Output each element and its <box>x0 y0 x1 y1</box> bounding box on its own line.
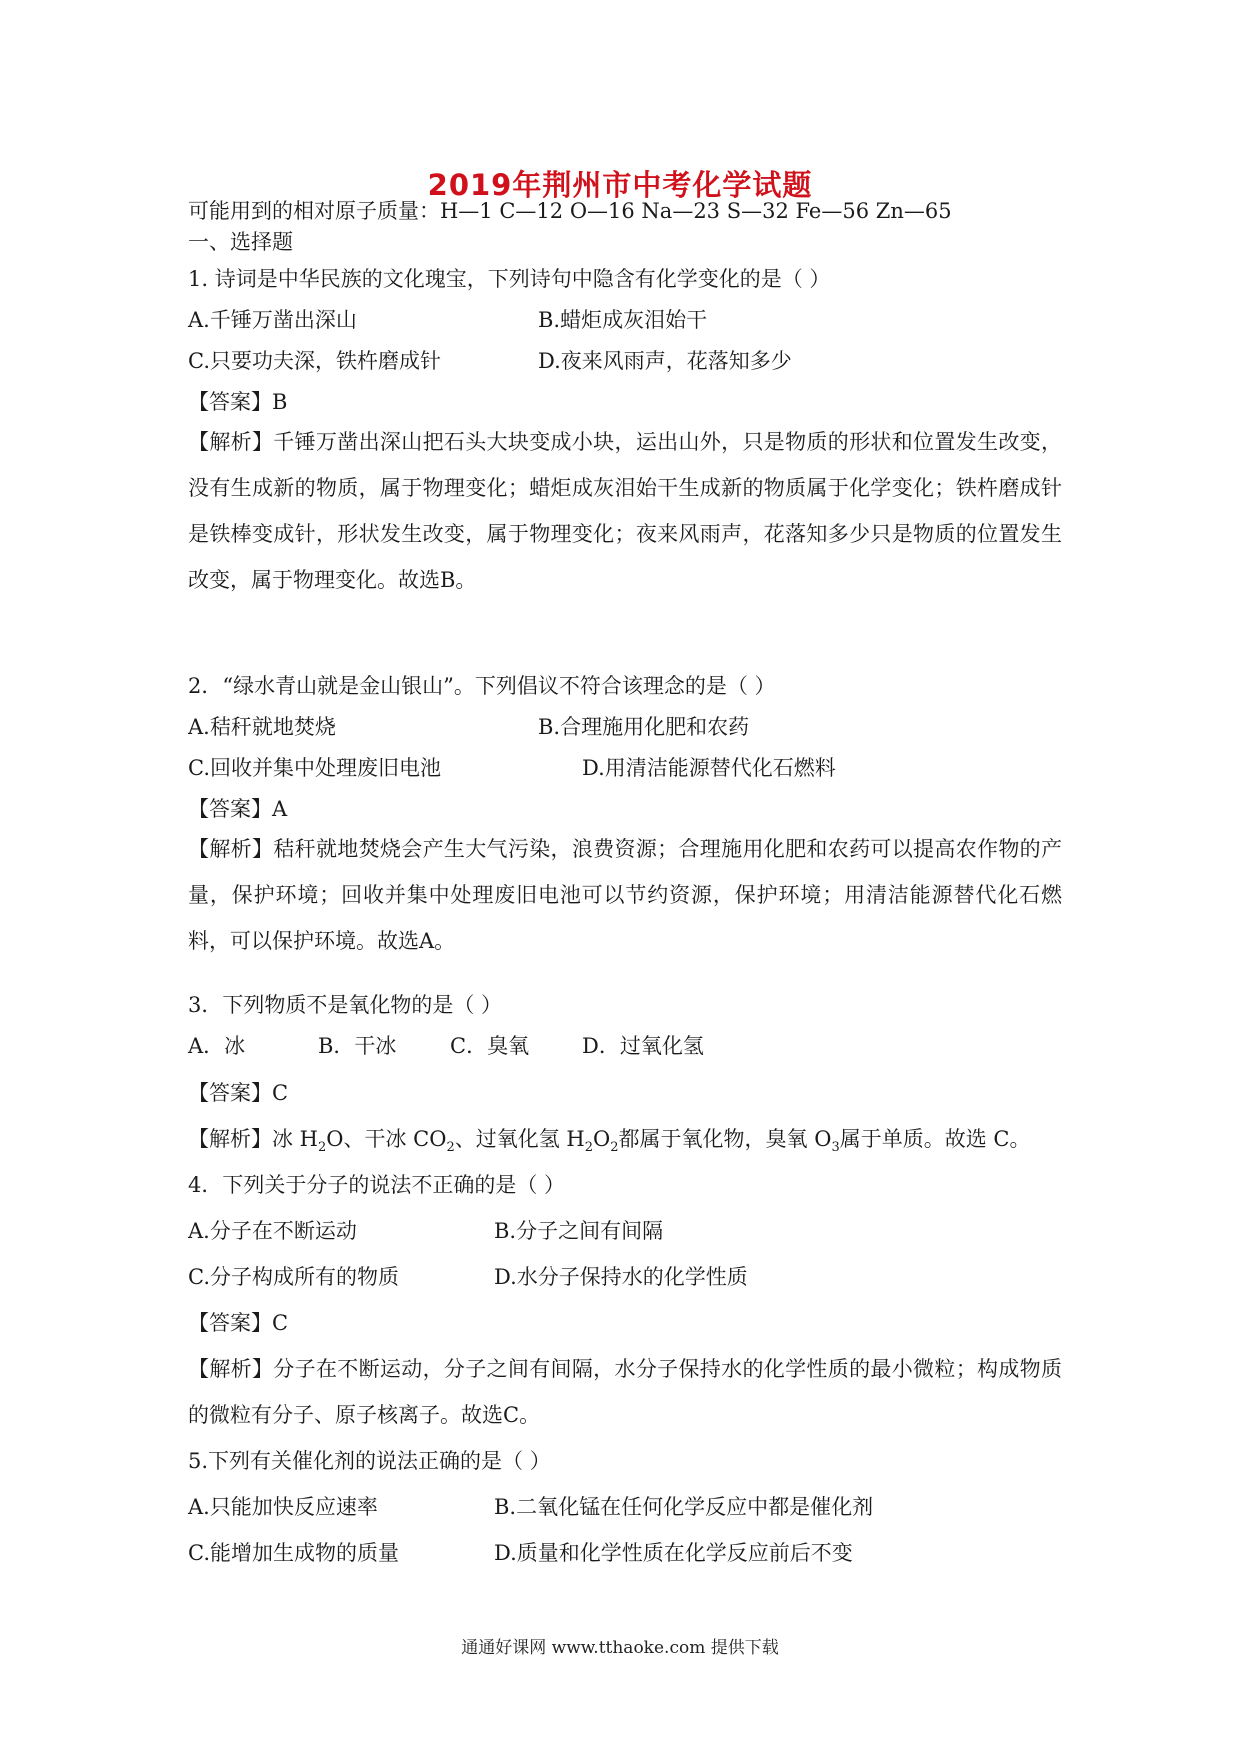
question-5-option-d: D.质量和化学性质在化学反应前后不变 <box>494 1541 853 1565</box>
document-title: 2019年荆州市中考化学试题 <box>427 168 813 202</box>
question-4-option-a: A.分子在不断运动 <box>188 1219 357 1243</box>
question-1-option-a: A.千锤万凿出深山 <box>188 308 357 332</box>
question-3-answer: 【答案】C <box>188 1081 289 1105</box>
question-4-option-b: B.分子之间有间隔 <box>494 1219 664 1243</box>
question-2-analysis: 【解析】秸秆就地焚烧会产生大气污染，浪费资源；合理施用化肥和农药可以提高农作物的产量，保护环境；回收并集中处理废旧电池可以节约资源，保护环境；用清洁能源替代化石燃料，可以保护环境。故选A。 <box>188 837 1062 953</box>
question-2-option-d: D.用清洁能源替代化石燃料 <box>582 756 836 780</box>
question-2-answer: 【答案】A <box>188 797 288 821</box>
question-3-analysis: 【解析】冰 $H_2O$、干冰 $CO_2$、过氧化氢 $H_2O_2$都属于氧化物，臭氧 $O_3$属于单质。故选 C。 <box>188 1127 1031 1156</box>
question-1-option-b: B.蜡炬成灰泪始干 <box>538 308 708 332</box>
question-2-option-a: A.秸秆就地焚烧 <box>188 715 336 739</box>
atomic-mass-line: 可能用到的相对原子质量：H—1 C—12 O—16 Na—23 S—32 Fe—56 Zn—65 <box>188 199 952 223</box>
question-2-option-c: C.回收并集中处理废旧电池 <box>188 756 441 780</box>
question-5-option-a: A.只能加快反应速率 <box>188 1495 378 1519</box>
question-2-stem: 2．“绿水青山就是金山银山”。下列倡议不符合该理念的是（ ） <box>188 674 776 698</box>
question-3-option-d: D．过氧化氢 <box>582 1034 704 1058</box>
question-4-option-d: D.水分子保持水的化学性质 <box>494 1265 748 1289</box>
question-3-option-c: C．臭氧 <box>450 1034 530 1058</box>
question-5-stem: 5.下列有关催化剂的说法正确的是（ ） <box>188 1449 551 1473</box>
question-1-analysis: 【解析】千锤万凿出深山把石头大块变成小块，运出山外，只是物质的形状和位置发生改变，没有生成新的物质，属于物理变化；蜡炬成灰泪始干生成新的物质属于化学变化；铁杵磨成针是铁棒变成针，形状发生改变，属于物理变化；夜来风雨声，花落知多少只是物质的位置发生改变，属于物理变化。故选B。 <box>188 430 1062 592</box>
question-3-option-b: B．干冰 <box>318 1034 397 1058</box>
question-5-option-c: C.能增加生成物的质量 <box>188 1541 399 1565</box>
question-3-stem: 3．下列物质不是氧化物的是（ ） <box>188 993 503 1017</box>
page-footer: 通通好课网 www.tthaoke.com 提供下载 <box>461 1638 779 1658</box>
section-heading: 一、选择题 <box>188 230 293 254</box>
question-2-option-b: B.合理施用化肥和农药 <box>538 715 750 739</box>
question-5-option-b: B.二氧化锰在任何化学反应中都是催化剂 <box>494 1495 874 1519</box>
question-1-answer: 【答案】B <box>188 390 288 414</box>
question-4-stem: 4．下列关于分子的说法不正确的是（ ） <box>188 1173 566 1197</box>
question-1-option-d: D.夜来风雨声，花落知多少 <box>538 349 792 373</box>
question-4-answer: 【答案】C <box>188 1311 289 1335</box>
question-1-stem: 1. 诗词是中华民族的文化瑰宝，下列诗句中隐含有化学变化的是（ ） <box>188 267 831 291</box>
question-4-option-c: C.分子构成所有的物质 <box>188 1265 399 1289</box>
question-1-option-c: C.只要功夫深，铁杵磨成针 <box>188 349 441 373</box>
question-3-option-a: A．冰 <box>188 1034 246 1058</box>
question-4-analysis: 【解析】分子在不断运动，分子之间有间隔，水分子保持水的化学性质的最小微粒；构成物质的微粒有分子、原子核离子。故选C。 <box>188 1357 1062 1427</box>
